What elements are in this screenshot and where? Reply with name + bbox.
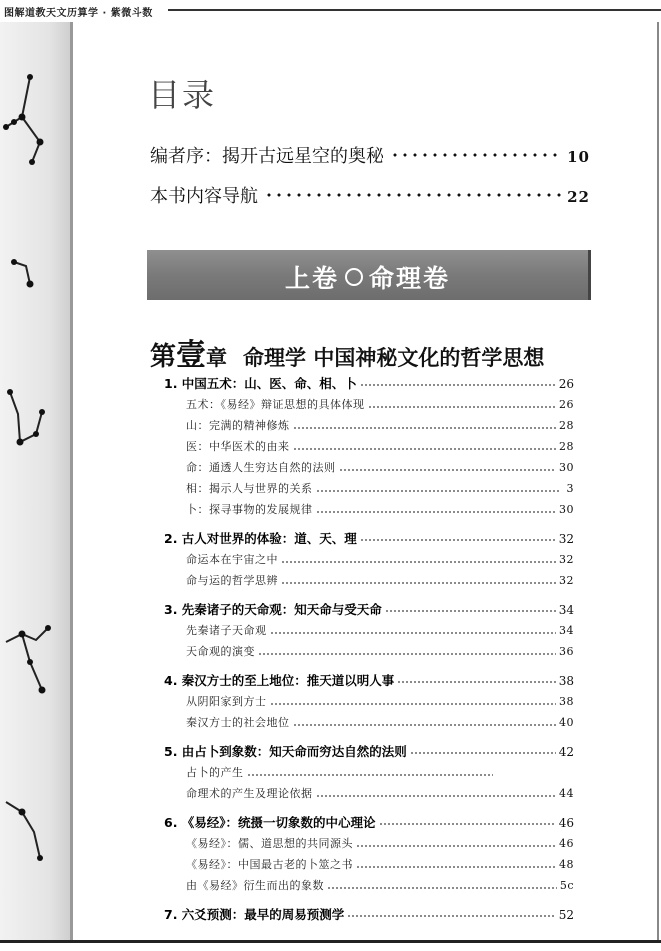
toc-section-page: 38 (558, 674, 574, 688)
toc-item-page: 28 (559, 419, 574, 432)
dot-leader (347, 914, 555, 918)
dot-leader (360, 538, 556, 542)
toc-item-page: 32 (559, 553, 574, 566)
toc-section[interactable] (164, 742, 574, 764)
dot-leader (316, 510, 557, 514)
volume-prefix: 上卷 (284, 264, 339, 293)
dot-leader (293, 723, 557, 727)
top-bar (0, 0, 661, 22)
sidebar-edge (70, 22, 73, 942)
toc-item[interactable] (164, 396, 574, 417)
toc-section[interactable] (164, 600, 574, 622)
toc-item-label: 秦汉方士的社会地位 (186, 716, 290, 729)
circle-mark-icon (345, 268, 363, 286)
toc-item[interactable] (164, 480, 574, 501)
toc-item[interactable] (164, 622, 574, 643)
bottom-rule (0, 940, 661, 943)
toc-item-label: 天命观的演变 (186, 645, 255, 658)
toc-item-page: 26 (559, 398, 574, 411)
toc-item-page: 40 (559, 716, 574, 729)
toc-item[interactable] (164, 501, 574, 522)
toc-item-page: 28 (559, 440, 574, 453)
constellation-sidebar (0, 22, 70, 942)
toc-item-page: 38 (559, 695, 574, 708)
toc-item[interactable] (164, 572, 574, 593)
toc-item-label: 医：中华医术的由来 (186, 440, 290, 453)
toc-item-page: 36 (559, 645, 574, 658)
toc-section[interactable] (164, 671, 574, 693)
toc-entry-label: 编者序：揭开古远星空的奥秘 (150, 146, 384, 167)
dot-leader (379, 822, 556, 826)
toc-item-label: 占卜的产生 (186, 766, 244, 779)
chapter-heading[interactable] (150, 330, 544, 374)
dot-leader (247, 773, 493, 777)
toc-item[interactable] (164, 551, 574, 572)
toc-item[interactable] (164, 856, 574, 877)
toc-item-page: 48 (559, 858, 574, 871)
dot-leader (270, 631, 557, 635)
toc-item-label: 相：揭示人与世界的关系 (186, 482, 313, 495)
toc-item-page: 44 (559, 787, 574, 800)
toc-section[interactable] (164, 529, 574, 551)
toc-item-page: 30 (559, 461, 574, 474)
toc-section-label: 3. 先秦诸子的天命观：知天命与受天命 (164, 602, 382, 617)
dot-leader (385, 609, 556, 613)
toc-item[interactable] (164, 693, 574, 714)
toc-item-page: 46 (559, 837, 574, 850)
toc-item[interactable] (164, 835, 574, 856)
chapter-suffix: 章 (206, 345, 228, 370)
top-rule (168, 9, 661, 11)
toc-item-label: 命：通透人生穷达自然的法则 (186, 461, 336, 474)
chapter-prefix: 第 (150, 342, 177, 372)
dot-leader (270, 702, 557, 706)
volume-banner[interactable] (147, 250, 591, 300)
toc-item-page: 5c (559, 879, 574, 892)
toc-item-page: 30 (559, 503, 574, 516)
dot-leader (316, 794, 557, 798)
toc-item-label: 由《易经》衍生而出的象数 (186, 879, 324, 892)
toc-section-label: 5. 由占卜到象数：知天命而穷达自然的法则 (164, 744, 407, 759)
dot-leader (316, 489, 562, 493)
toc-section-page: 26 (558, 377, 574, 391)
constellation-illustration (0, 22, 70, 942)
toc-section-label: 2. 古人对世界的体验：道、天、理 (164, 531, 357, 546)
toc-section-label: 6. 《易经》：统摄一切象数的中心理论 (164, 815, 376, 830)
toc-item-label: 《易经》：中国最古老的卜筮之书 (186, 858, 353, 871)
toc-section-label: 1. 中国五术：山、医、命、相、卜 (164, 376, 357, 391)
dot-leader (339, 468, 557, 472)
right-rule (657, 22, 659, 940)
toc-list (164, 374, 574, 927)
dot-leader (281, 560, 556, 564)
toc-item-label: 先秦诸子天命观 (186, 624, 267, 637)
toc-item[interactable] (164, 714, 574, 735)
dot-leader (368, 405, 557, 409)
volume-title: 命理卷 (369, 264, 451, 293)
toc-section-label: 7. 六爻预测：最早的周易预测学 (164, 907, 345, 922)
toc-item-label: 命理术的产生及理论依据 (186, 787, 313, 800)
toc-item[interactable] (164, 764, 574, 785)
toc-title: 目录 (148, 76, 217, 114)
toc-item[interactable] (164, 877, 574, 898)
dot-leader (410, 751, 556, 755)
toc-section-page: 34 (558, 603, 574, 617)
chapter-title: 命理学 中国神秘文化的哲学思想 (243, 345, 545, 370)
toc-entry-preface[interactable] (150, 142, 590, 168)
dot-leader (327, 886, 557, 890)
toc-section-page: 42 (558, 745, 574, 759)
toc-item[interactable] (164, 643, 574, 664)
dot-leader (356, 865, 556, 869)
dot-leader (258, 652, 556, 656)
toc-item-label: 五术：《易经》辩证思想的具体体现 (186, 398, 365, 411)
toc-item-label: 卜：探寻事物的发展规律 (186, 503, 313, 516)
chapter-number: 壹 (176, 338, 207, 373)
toc-entry-label: 本书内容导航 (150, 186, 258, 207)
toc-item-page: 32 (559, 574, 574, 587)
toc-section[interactable] (164, 813, 574, 835)
dot-leader (360, 383, 556, 387)
toc-entry-navigation[interactable] (150, 182, 590, 208)
toc-entry-page: 22 (567, 188, 590, 206)
toc-section[interactable] (164, 374, 574, 396)
toc-item-page: 34 (559, 624, 574, 637)
dot-leader (356, 844, 556, 848)
toc-item-label: 命与运的哲学思辨 (186, 574, 278, 587)
toc-item[interactable] (164, 459, 574, 480)
dot-leader (293, 447, 557, 451)
toc-item-label: 从阴阳家到方士 (186, 695, 267, 708)
dot-leader (397, 680, 555, 684)
dot-leader (293, 426, 557, 430)
dot-leader (390, 153, 561, 157)
dot-leader (264, 193, 561, 197)
toc-section-page: 52 (558, 908, 574, 922)
toc-item[interactable] (164, 417, 574, 438)
running-head: 图解道教天文历算学 · 紫微斗数 (4, 8, 153, 19)
toc-section[interactable] (164, 905, 574, 927)
toc-item[interactable] (164, 785, 574, 806)
toc-item-label: 《易经》：儒、道思想的共同源头 (186, 837, 353, 850)
toc-item-label: 山：完满的精神修炼 (186, 419, 290, 432)
toc-entry-page: 10 (567, 148, 590, 166)
toc-section-label: 4. 秦汉方士的至上地位：推天道以明人事 (164, 673, 395, 688)
toc-section-page: 32 (558, 532, 574, 546)
toc-item-label: 命运本在宇宙之中 (186, 553, 278, 566)
toc-section-page: 46 (558, 816, 574, 830)
toc-item[interactable] (164, 438, 574, 459)
dot-leader (281, 581, 556, 585)
toc-item-page: 3 (566, 482, 574, 495)
